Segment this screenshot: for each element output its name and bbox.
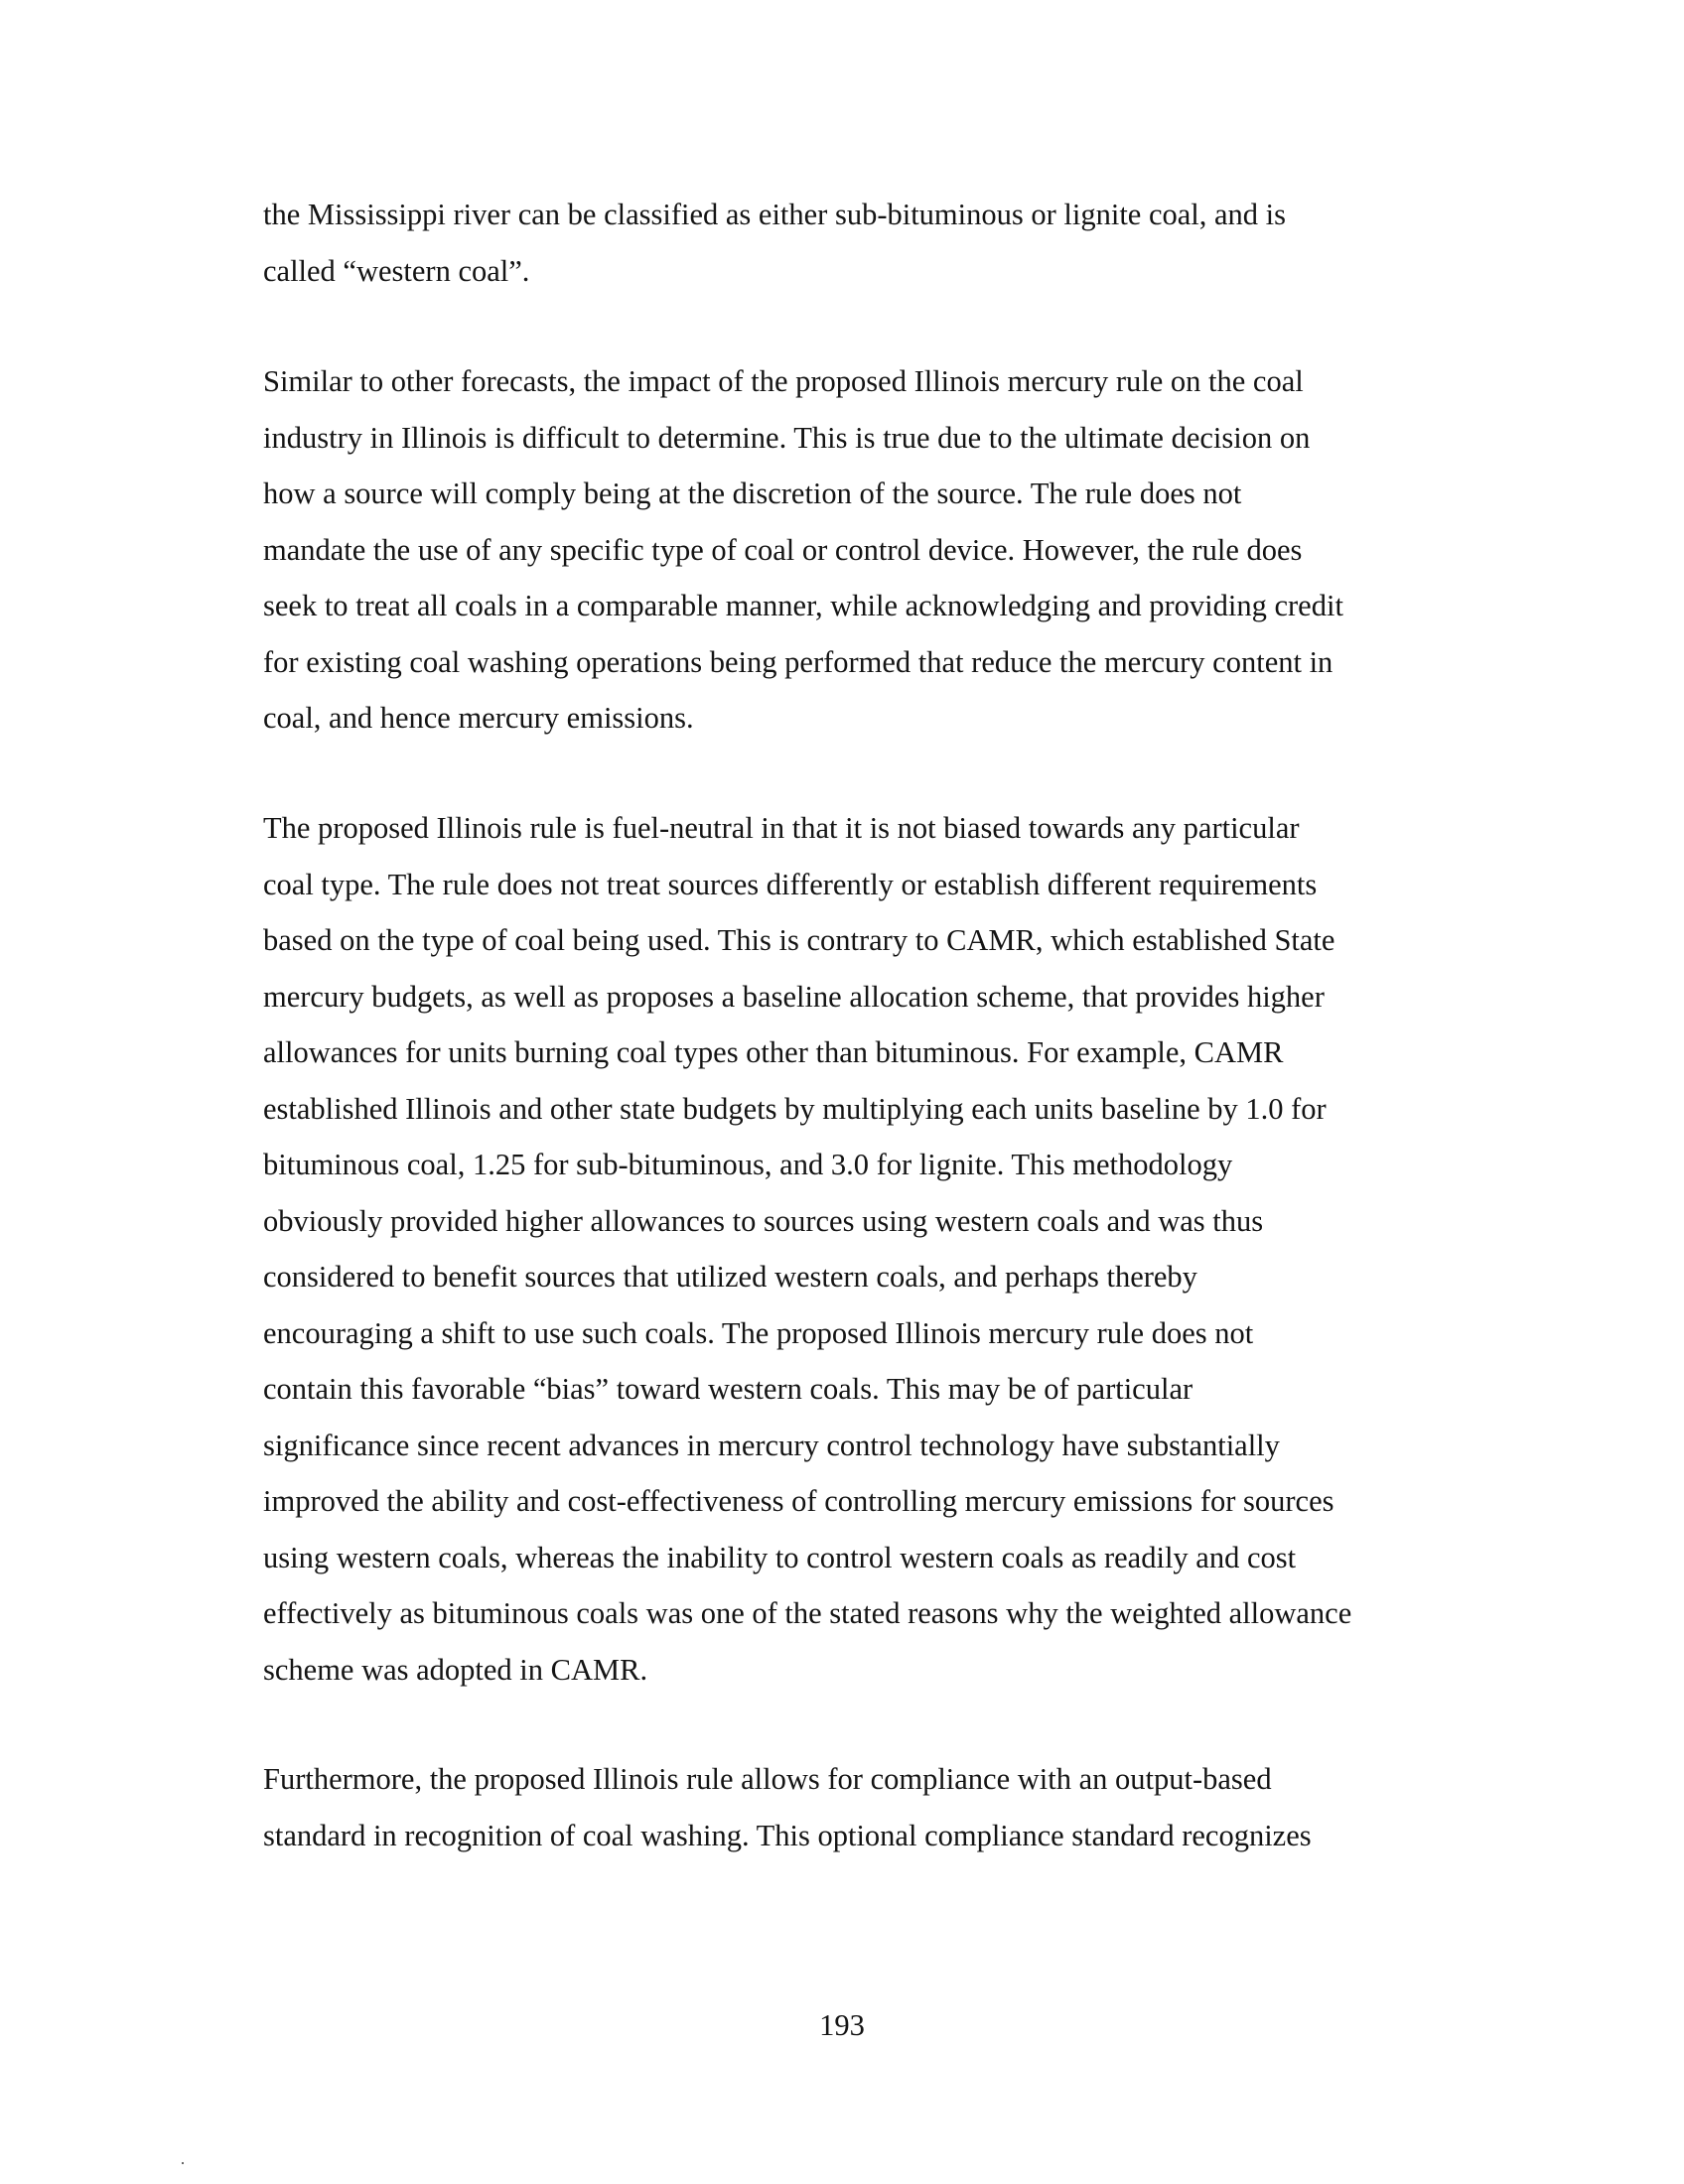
text-line: seek to treat all coals in a comparable manner, while acknowledging and providing credit — [263, 589, 1343, 622]
text-line: based on the type of coal being used. This is contrary to CAMR, which established State — [263, 923, 1335, 957]
text-line: Similar to other forecasts, the impact of the proposed Illinois mercury rule on the coal — [263, 364, 1304, 398]
paragraph-fuel-neutral — [263, 800, 1514, 1698]
text-line: called “western coal”. — [263, 253, 530, 288]
text-line: improved the ability and cost-effectiveness of controlling mercury emissions for sources — [263, 1484, 1334, 1518]
text-line: The proposed Illinois rule is fuel-neutral in that it is not biased towards any particular — [263, 811, 1300, 845]
text-line: mercury budgets, as well as proposes a baseline allocation scheme, that provides higher — [263, 979, 1325, 1014]
text-line: mandate the use of any specific type of coal or control device. However, the rule does — [263, 532, 1303, 567]
scan-speck — [182, 2162, 184, 2164]
text-line: bituminous coal, 1.25 for sub-bituminous, and 3.0 for lignite. This methodology — [263, 1148, 1233, 1181]
paragraph-output-based-standard — [263, 1751, 1514, 1863]
text-line: allowances for units burning coal types other than bituminous. For example, CAMR — [263, 1035, 1284, 1069]
text-line: standard in recognition of coal washing. This optional compliance standard recognizes — [263, 1818, 1312, 1852]
text-line: coal, and hence mercury emissions. — [263, 701, 694, 735]
text-line: significance since recent advances in mercury control technology have substantially — [263, 1428, 1280, 1462]
text-line: considered to benefit sources that utilized western coals, and perhaps thereby — [263, 1260, 1197, 1294]
page-number: 193 — [819, 2008, 865, 2042]
text-line: encouraging a shift to use such coals. The proposed Illinois mercury rule does not — [263, 1315, 1254, 1350]
text-line: coal type. The rule does not treat sources differently or establish different requirements — [263, 867, 1318, 901]
paragraph-impact-forecast — [263, 353, 1514, 747]
text-line: contain this favorable “bias” toward western coals. This may be of particular — [263, 1372, 1193, 1406]
text-line: for existing coal washing operations being performed that reduce the mercury content in — [263, 644, 1333, 679]
text-line: using western coals, whereas the inability to control western coals as readily and cost — [263, 1540, 1297, 1574]
text-line: how a source will comply being at the discretion of the source. The rule does not — [263, 477, 1242, 510]
text-line: obviously provided higher allowances to sources using western coals and was thus — [263, 1203, 1264, 1238]
text-line: established Illinois and other state budgets by multiplying each units baseline by 1.0 for — [263, 1091, 1327, 1126]
text-line: effectively as bituminous coals was one of the stated reasons why the weighted allowance — [263, 1596, 1352, 1630]
text-line: scheme was adopted in CAMR. — [263, 1652, 648, 1687]
text-line: the Mississippi river can be classified as either sub-bituminous or lignite coal, and is — [263, 198, 1287, 231]
text-line: industry in Illinois is difficult to determine. This is true due to the ultimate decision on — [263, 420, 1311, 455]
paragraph-western-coal — [263, 187, 1514, 299]
text-line: Furthermore, the proposed Illinois rule allows for compliance with an output-based — [263, 1762, 1272, 1796]
